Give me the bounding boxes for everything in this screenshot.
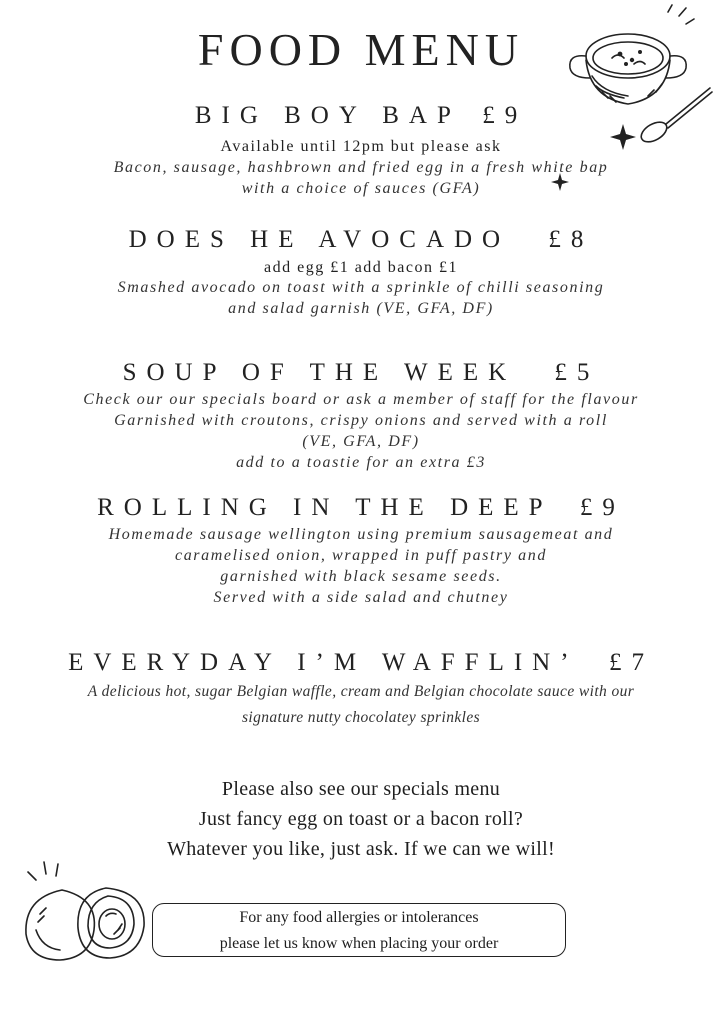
item-description-line: caramelised onion, wrapped in puff pastry and bbox=[175, 547, 547, 564]
item-name: BIG BOY BAP bbox=[194, 102, 460, 129]
item-price: £9 bbox=[482, 102, 528, 129]
menu-item-title bbox=[0, 359, 722, 387]
menu-item-title bbox=[0, 649, 722, 677]
item-description-line: signature nutty chocolatey sprinkles bbox=[241, 709, 481, 726]
item-description-line: with a choice of sauces (GFA) bbox=[241, 180, 481, 197]
item-price: £8 bbox=[548, 226, 594, 253]
item-name: EVERYDAY I’M WAFFLIN’ bbox=[68, 649, 577, 676]
item-description-line: Check our our specials board or ask a member of staff for the flavour bbox=[83, 391, 639, 408]
allergy-notice-line: For any food allergies or intolerances bbox=[239, 909, 479, 926]
menu-title: FOOD MENU bbox=[197, 24, 525, 75]
item-name: SOUP OF THE WEEK bbox=[122, 359, 517, 386]
item-description-line: Served with a side salad and chutney bbox=[213, 589, 509, 606]
menu-item-title bbox=[0, 226, 722, 254]
allergy-notice-box bbox=[152, 903, 566, 957]
item-price: £5 bbox=[554, 359, 600, 386]
item-description-line: A delicious hot, sugar Belgian waffle, cream and Belgian chocolate sauce with our bbox=[87, 683, 635, 700]
item-description-line: garnished with black sesame seeds. bbox=[220, 568, 502, 585]
avocado-icon bbox=[22, 858, 150, 964]
note-line: Whatever you like, just ask. If we can we will! bbox=[167, 838, 555, 860]
item-subtitle: Available until 12pm but please ask bbox=[220, 138, 502, 155]
item-name: DOES HE AVOCADO bbox=[128, 226, 511, 253]
item-description-line: and salad garnish (VE, GFA, DF) bbox=[228, 300, 494, 317]
menu-item-title bbox=[0, 494, 722, 522]
item-name: ROLLING IN THE DEEP bbox=[97, 494, 552, 521]
menu-item-title bbox=[0, 102, 722, 130]
note-line: Just fancy egg on toast or a bacon roll? bbox=[198, 808, 524, 830]
specials-notes bbox=[0, 774, 722, 864]
item-description-line: add to a toastie for an extra £3 bbox=[236, 454, 486, 471]
item-description-line: Garnished with croutons, crispy onions and served with a roll bbox=[114, 412, 608, 429]
item-price: £9 bbox=[579, 494, 625, 521]
item-price: £7 bbox=[608, 649, 654, 676]
item-description-line: Homemade sausage wellington using premium sausagemeat and bbox=[108, 526, 614, 543]
note-line: Please also see our specials menu bbox=[221, 778, 501, 800]
item-subtitle: add egg £1 add bacon £1 bbox=[263, 259, 458, 276]
item-description-line: Smashed avocado on toast with a sprinkle of chilli seasoning bbox=[117, 279, 605, 296]
allergy-notice-line: please let us know when placing your order bbox=[219, 935, 499, 952]
item-description-line: (VE, GFA, DF) bbox=[302, 433, 420, 450]
item-description-line: Bacon, sausage, hashbrown and fried egg in a fresh white bap bbox=[113, 159, 609, 176]
